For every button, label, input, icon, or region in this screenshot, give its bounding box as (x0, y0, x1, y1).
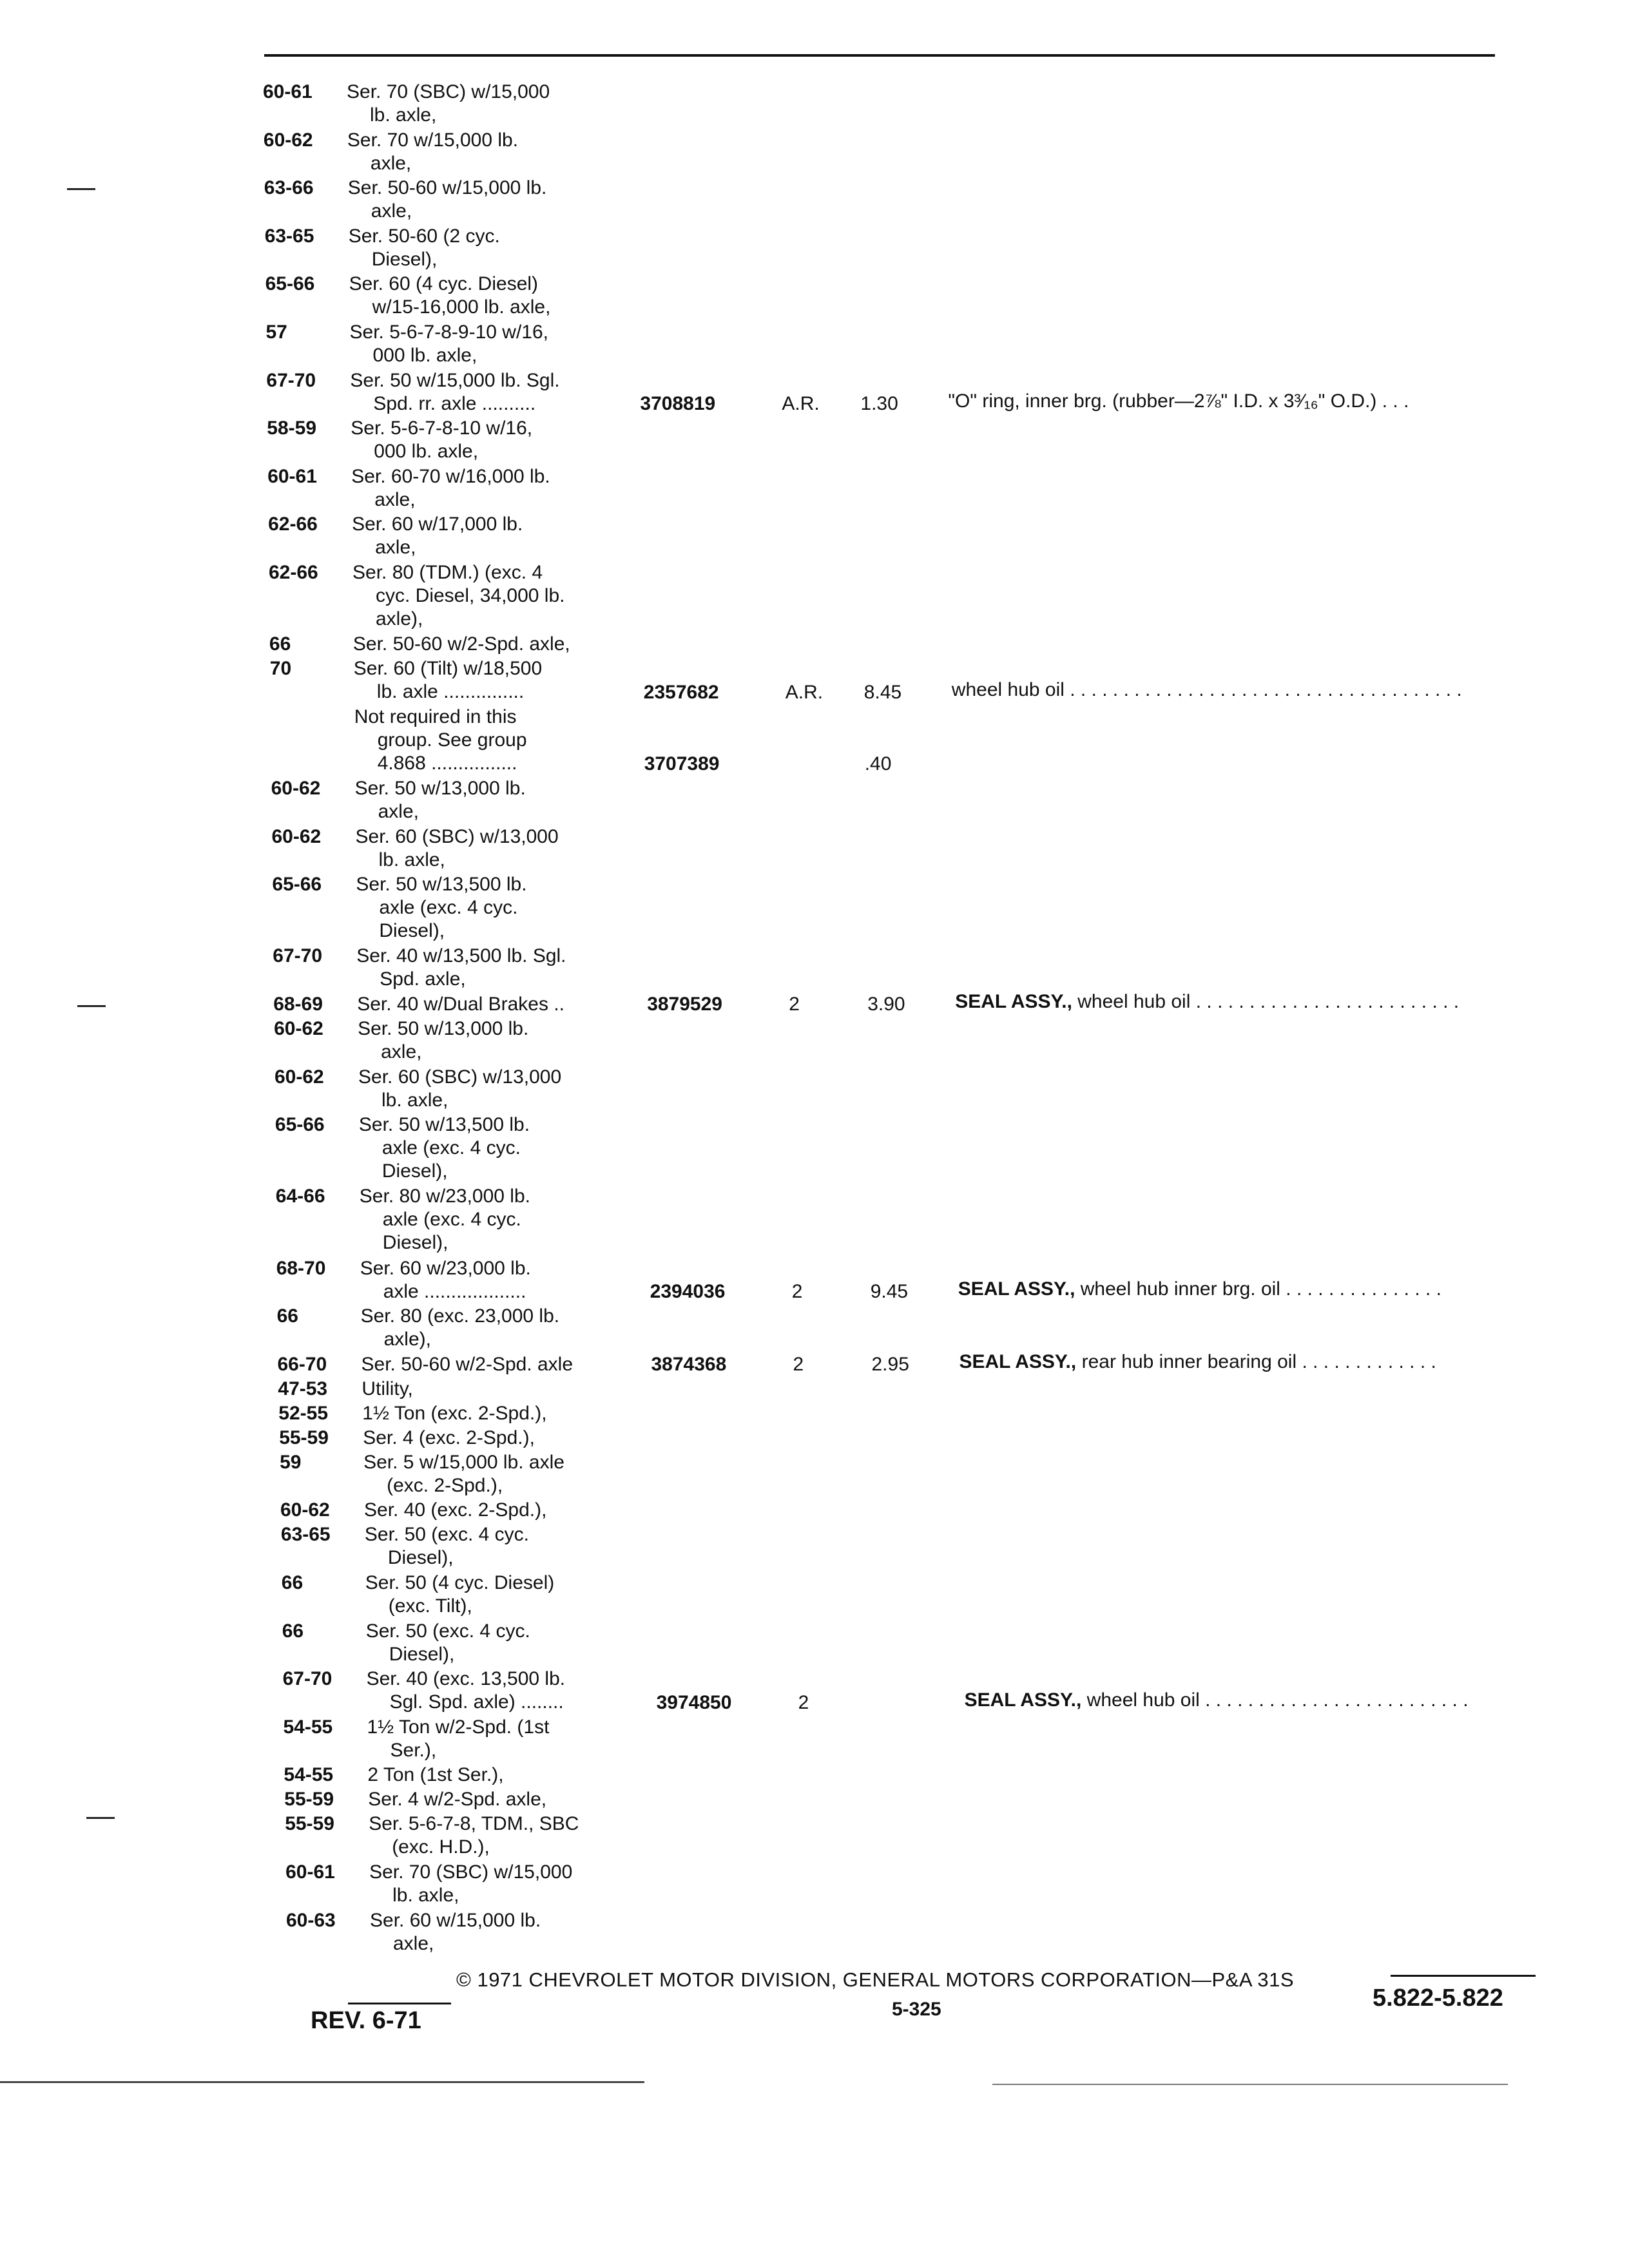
model-years: 67-70 (282, 1668, 333, 1690)
model-years: 60-62 (280, 1499, 330, 1521)
group-number: 5.822-5.822 (1373, 1984, 1503, 2012)
part-detail: wheel hub inner brg. oil . . . . . . . . . . . . . . . (1080, 1278, 1442, 1300)
application-description (350, 321, 548, 367)
application-description (348, 177, 547, 223)
application-description (361, 1305, 560, 1351)
application-line: axle (exc. 4 cyc. (382, 1209, 521, 1231)
application-line: (exc. H.D.), (392, 1836, 490, 1858)
application-line: 1½ Ton (exc. 2-Spd.), (362, 1402, 547, 1424)
top-rule (264, 54, 1495, 57)
model-years: 58-59 (267, 418, 317, 439)
application-line: Utility, (361, 1378, 413, 1399)
model-years: 57 (265, 322, 287, 343)
application-description (354, 706, 527, 775)
application-description (350, 369, 559, 416)
application-description (349, 273, 551, 319)
application-description (356, 945, 566, 991)
model-years: 66 (281, 1572, 304, 1593)
application-description (351, 417, 532, 463)
application-description (352, 561, 564, 631)
application-line: Diesel), (387, 1547, 454, 1569)
model-years: 66-70 (277, 1353, 327, 1375)
part-number: 3707389 (644, 753, 720, 774)
application-line: (exc. Tilt), (388, 1595, 472, 1617)
part-description (965, 1689, 1469, 1712)
model-years: 67-70 (273, 945, 323, 967)
model-years: 70 (269, 658, 292, 680)
list-price: 3.90 (867, 994, 905, 1015)
application-line: Ser. 50-60 w/15,000 lb. (347, 177, 547, 199)
application-description (361, 1378, 412, 1401)
application-description (347, 81, 550, 127)
bottom-rule-left (0, 2081, 644, 2083)
margin-mark (77, 1005, 106, 1007)
application-description (363, 1427, 535, 1450)
application-line: lb. axle, (370, 104, 437, 126)
part-number: 3874368 (651, 1353, 727, 1375)
application-description (358, 1017, 528, 1064)
application-line: Ser. 60 w/15,000 lb. (370, 1909, 541, 1931)
model-years: 52-55 (278, 1402, 329, 1424)
application-line: Ser. 80 (TDM.) (exc. 4 (352, 562, 543, 583)
application-line: Diesel), (379, 920, 445, 942)
list-price: 2.95 (871, 1353, 909, 1375)
model-years: 62-66 (269, 562, 318, 583)
model-years: 55-59 (284, 1789, 334, 1811)
part-detail: wheel hub oil . . . . . . . . . . . . . . . . . . . . . . . . . (1077, 991, 1460, 1012)
part-description (948, 390, 1409, 413)
part-number: 3879529 (647, 994, 722, 1015)
model-years: 54-55 (283, 1716, 333, 1738)
application-line: (exc. 2-Spd.), (387, 1474, 503, 1496)
application-line: Ser. 5-6-7-8-10 w/16, (351, 418, 533, 439)
application-description (367, 1716, 550, 1762)
model-years: 59 (280, 1451, 302, 1473)
application-line: Ser. 70 (SBC) w/15,000 (347, 81, 550, 102)
application-description (369, 1861, 572, 1907)
application-line: Ser. 50 (exc. 4 cyc. (364, 1524, 529, 1546)
application-line: axle (exc. 4 cyc. (379, 897, 518, 919)
application-line: Ser. 70 (SBC) w/15,000 (369, 1861, 573, 1883)
application-line: axle), (383, 1329, 431, 1350)
application-line: Ser. 50 w/13,500 lb. (356, 874, 527, 896)
application-line: Spd. axle, (380, 968, 466, 990)
application-description (357, 993, 564, 1016)
part-name: SEAL ASSY., (959, 1350, 1077, 1372)
application-line: Ser. 5-6-7-8-9-10 w/16, (349, 322, 548, 343)
application-line: axle (exc. 4 cyc. (381, 1137, 521, 1159)
quantity: 2 (798, 1691, 809, 1713)
part-description (955, 990, 1459, 1014)
part-number: 2394036 (650, 1281, 726, 1303)
quantity: 2 (791, 1281, 803, 1303)
model-years: 60-62 (271, 825, 322, 847)
quantity: A.R. (785, 681, 824, 703)
application-line: Ser. 50 w/15,000 lb. Sgl. (350, 369, 560, 391)
model-years: 60-63 (286, 1909, 336, 1931)
application-description (358, 1066, 561, 1112)
list-price: .40 (864, 753, 892, 774)
application-line: Spd. rr. axle .......... (373, 392, 536, 414)
application-line: Sgl. Spd. axle) ........ (389, 1691, 564, 1713)
application-description (365, 1523, 529, 1570)
application-line: axle, (375, 537, 416, 559)
application-line: 000 lb. axle, (374, 441, 479, 463)
application-description (367, 1763, 503, 1787)
application-line: Diesel), (389, 1643, 455, 1665)
application-line: Diesel), (381, 1160, 448, 1182)
application-description (351, 465, 550, 512)
application-description (356, 825, 559, 872)
application-description (363, 1451, 564, 1497)
model-years: 60-61 (263, 81, 313, 102)
margin-mark (67, 188, 95, 190)
model-years: 47-53 (278, 1378, 328, 1399)
model-years: 68-70 (276, 1257, 326, 1279)
application-line: Ser. 50-60 (2 cyc. (348, 225, 500, 247)
application-line: Ser. 60 w/17,000 lb. (352, 514, 523, 535)
application-description (355, 777, 526, 823)
application-line: Ser. 50-60 w/2-Spd. axle, (352, 633, 570, 655)
footer-rule-right (1391, 1975, 1536, 1977)
model-years: 63-65 (280, 1524, 331, 1546)
application-description (352, 513, 523, 559)
application-description (364, 1499, 546, 1522)
model-years: 66 (269, 633, 291, 655)
part-detail: rear hub inner bearing oil . . . . . . . . . . . . . (1081, 1350, 1436, 1372)
model-years: 55-59 (285, 1813, 334, 1835)
application-line: Ser. 5 w/15,000 lb. axle (363, 1451, 564, 1473)
application-line: axle, (374, 488, 416, 510)
application-line: axle ................... (383, 1280, 526, 1302)
copyright-line: © 1971 CHEVROLET MOTOR DIVISION, GENERAL MOTORS CORPORATION—P&A 31S (456, 1968, 1295, 1991)
application-description (369, 1812, 579, 1859)
model-years: 60-62 (274, 1018, 323, 1039)
model-years: 62-66 (268, 514, 318, 535)
application-description (360, 1257, 531, 1303)
application-line: 000 lb. axle, (372, 345, 477, 366)
application-line: axle, (378, 801, 419, 822)
part-description (952, 678, 1462, 702)
application-line: Ser. 80 (exc. 23,000 lb. (360, 1305, 560, 1327)
part-detail: wheel hub oil . . . . . . . . . . . . . . . . . . . . . . . . . (1086, 1689, 1469, 1711)
model-years: 60-62 (271, 778, 321, 799)
application-line: Ser. 60 (SBC) w/13,000 (358, 1066, 562, 1088)
application-line: Ser. 40 w/Dual Brakes .. (357, 994, 564, 1015)
model-years: 60-61 (267, 465, 317, 487)
model-years: 54-55 (284, 1764, 334, 1786)
application-line: Diesel), (382, 1232, 448, 1254)
application-line: axle, (393, 1932, 434, 1954)
part-name: SEAL ASSY., (964, 1689, 1082, 1711)
bottom-rule-right (992, 2084, 1508, 2085)
part-description (958, 1278, 1441, 1301)
part-name: SEAL ASSY., (958, 1278, 1075, 1300)
model-years: 60-62 (263, 129, 313, 151)
application-line: Ser. 60 (SBC) w/13,000 (355, 825, 559, 847)
application-line: Ser. 50 w/13,000 lb. (358, 1018, 529, 1039)
application-line: cyc. Diesel, 34,000 lb. (376, 585, 565, 606)
application-line: Ser. 60 (Tilt) w/18,500 (353, 658, 543, 680)
application-line: w/15-16,000 lb. axle, (372, 296, 551, 318)
footer-rule-left (348, 2003, 451, 2004)
application-line: Ser. 40 (exc. 2-Spd.), (364, 1499, 547, 1521)
application-description (356, 873, 526, 943)
page-number: 5-325 (892, 1999, 941, 2020)
application-line: Ser. 4 w/2-Spd. axle, (368, 1789, 547, 1811)
application-description (347, 129, 518, 175)
application-line: Ser. 50 w/13,500 lb. (358, 1114, 530, 1136)
application-line: 4.868 ................ (377, 752, 517, 774)
application-line: 2 Ton (1st Ser.), (367, 1764, 504, 1786)
application-line: Diesel), (371, 248, 438, 270)
model-years: 68-69 (273, 994, 323, 1015)
application-line: axle, (381, 1041, 422, 1062)
model-years: 63-65 (264, 225, 314, 247)
model-years: 60-61 (285, 1861, 335, 1883)
application-description (370, 1909, 541, 1956)
application-line: lb. axle, (378, 849, 445, 870)
application-line: Not required in this (354, 706, 517, 727)
application-description (361, 1353, 574, 1376)
application-line: Ser. 50-60 w/2-Spd. axle (361, 1353, 574, 1375)
application-line: Ser. 40 w/13,500 lb. Sgl. (356, 945, 566, 967)
part-description (959, 1350, 1436, 1374)
quantity: 2 (789, 994, 800, 1015)
application-line: axle, (370, 152, 412, 174)
application-line: Ser. 50 w/13,000 lb. (354, 778, 526, 799)
part-number: 3974850 (656, 1691, 732, 1713)
model-years: 66 (276, 1305, 298, 1327)
model-years: 60-62 (275, 1066, 324, 1088)
application-line: 1½ Ton w/2-Spd. (1st (367, 1716, 550, 1738)
margin-mark (86, 1817, 115, 1819)
application-description (359, 1113, 530, 1183)
application-line: Ser. 70 w/15,000 lb. (347, 129, 519, 151)
revision-label: REV. 6-71 (311, 2007, 421, 2034)
model-years: 67-70 (266, 369, 316, 391)
model-years: 64-66 (275, 1186, 325, 1207)
part-number: 2357682 (643, 681, 719, 703)
application-line: Ser. 5-6-7-8, TDM., SBC (369, 1813, 579, 1835)
list-price: 9.45 (870, 1281, 909, 1303)
application-line: Ser.), (390, 1739, 437, 1761)
part-name: SEAL ASSY., (955, 991, 1072, 1012)
application-line: lb. axle, (392, 1885, 459, 1906)
model-years: 55-59 (279, 1427, 329, 1448)
application-description (366, 1620, 530, 1666)
application-description (354, 657, 542, 704)
model-years: 66 (282, 1620, 304, 1642)
application-line: axle), (376, 608, 423, 629)
application-description (360, 1185, 530, 1254)
part-number: 3708819 (640, 393, 716, 415)
application-line: group. See group (377, 729, 527, 751)
application-line: Ser. 80 w/23,000 lb. (359, 1186, 530, 1207)
application-description (368, 1788, 546, 1811)
application-description (367, 1667, 566, 1714)
application-line: axle, (371, 200, 412, 222)
list-price: 1.30 (860, 393, 898, 415)
application-description (353, 633, 570, 656)
application-line: lb. axle, (381, 1089, 448, 1111)
application-description (362, 1402, 546, 1425)
model-years: 65-66 (275, 1114, 325, 1136)
quantity: 2 (793, 1353, 804, 1375)
application-description (365, 1571, 554, 1618)
application-line: Ser. 4 (exc. 2-Spd.), (363, 1427, 535, 1448)
application-line: Ser. 60 w/23,000 lb. (360, 1257, 531, 1279)
list-price: 8.45 (863, 681, 902, 703)
application-line: Ser. 50 (4 cyc. Diesel) (365, 1572, 555, 1593)
application-line: Ser. 60 (4 cyc. Diesel) (349, 273, 539, 295)
model-years: 65-66 (272, 874, 322, 896)
part-detail: "O" ring, inner brg. (rubber—2⅞" I.D. x 3³⁄₁₆" O.D.) . . . (948, 390, 1409, 412)
application-line: Ser. 50 (exc. 4 cyc. (365, 1620, 530, 1642)
part-detail: wheel hub oil . . . . . . . . . . . . . . . . . . . . . . . . . . . . . . . . . . . . . (951, 678, 1462, 700)
quantity: A.R. (782, 393, 820, 415)
application-line: lb. axle ............... (376, 681, 525, 703)
model-years: 65-66 (265, 273, 315, 295)
application-line: Ser. 40 (exc. 13,500 lb. (366, 1668, 566, 1690)
application-description (349, 225, 500, 271)
model-years: 63-66 (264, 177, 314, 199)
application-line: Ser. 60-70 w/16,000 lb. (351, 465, 550, 487)
